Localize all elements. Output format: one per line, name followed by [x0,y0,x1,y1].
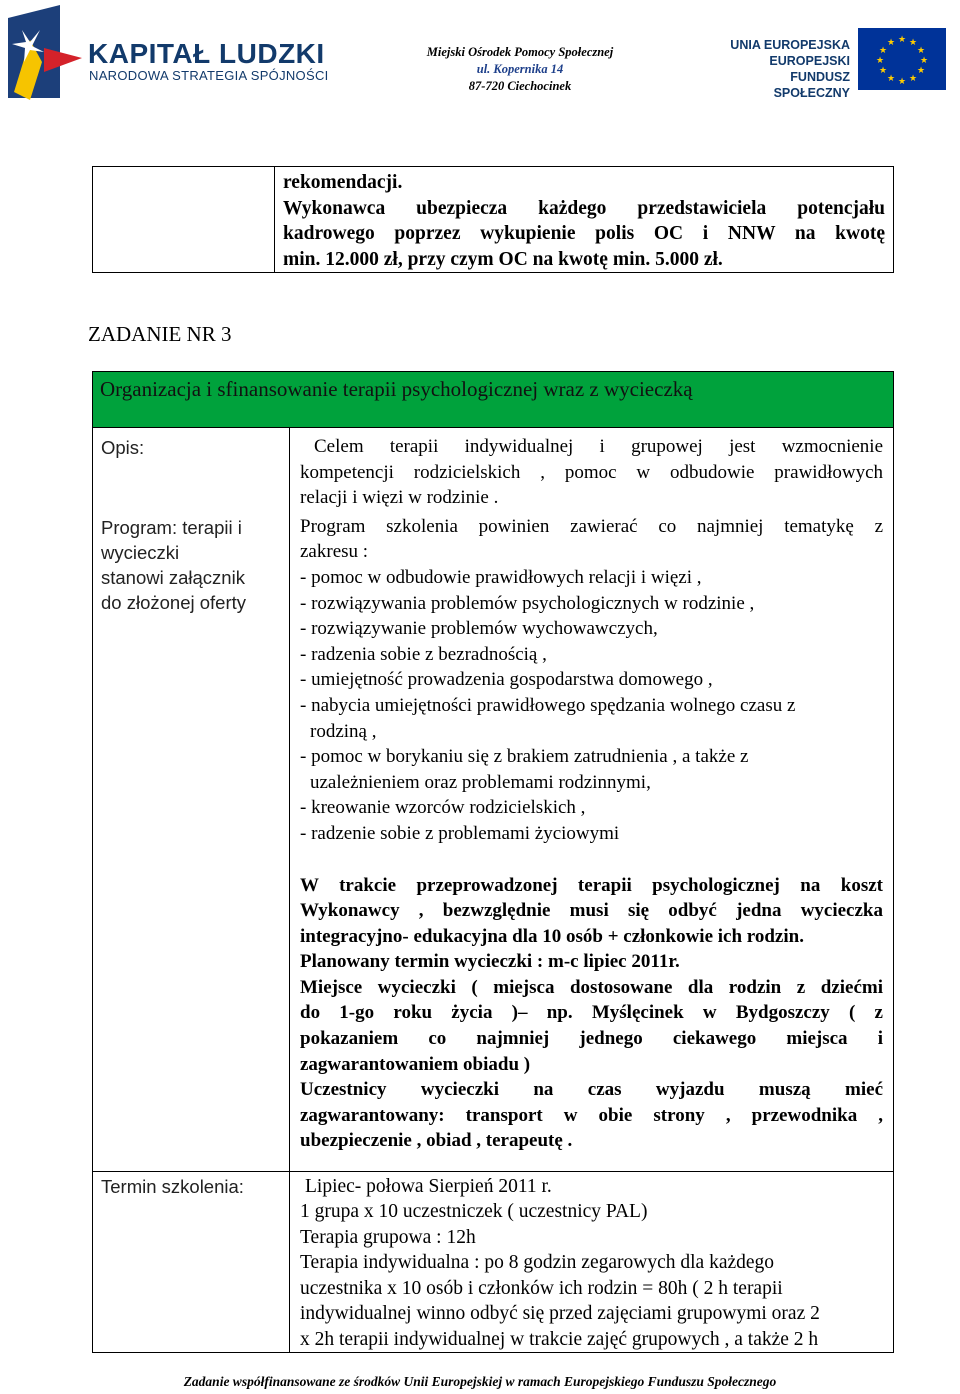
institution-name: Miejski Ośrodek Pomocy Społecznej [426,45,614,59]
text-line: indywidualnej winno odbyć się przed zajęciami grupowymi oraz 2 [300,1303,820,1325]
text-line: kompetencji rodzicielskich , pomoc w odbudowie prawidłowych [300,461,883,483]
text-line: - radzenie sobie z problemami życiowymi [300,822,620,844]
text-line: Uczestnicy wycieczki na czas wyjazdu muszą mieć [300,1079,883,1101]
text-line: - pomoc w borykaniu się z brakiem zatrudnienia , a także z [300,746,749,768]
svg-text:★: ★ [908,74,918,84]
text-line: 1 grupa x 10 uczestniczek ( uczestnicy PAL) [300,1201,648,1223]
logo-subtitle: NARODOWA STRATEGIA SPÓJNOŚCI [89,68,329,83]
institution-address [400,44,640,95]
svg-text:★: ★ [886,74,896,84]
label-line: stanowi załącznik [101,566,245,588]
text-line: zagwarantowaniem obiadu ) [300,1053,531,1075]
text-line: - nabycia umiejętności prawidłowego spędzania wolnego czasu z [300,694,796,716]
text-line: Terapia indywidualna : po 8 godzin zegarowych dla każdego [300,1252,775,1274]
svg-text:★: ★ [916,46,926,56]
text-line: rodziną , [310,720,377,742]
text-line: Lipiec- połowa Sierpień 2011 r. [305,1175,552,1197]
text-line: - radzenia sobie z bezradnością , [300,643,547,665]
section-heading: ZADANIE NR 3 [88,322,232,346]
text-line: rekomendacji. [283,172,403,193]
opis-label: Opis: [93,428,290,511]
text-line: - rozwiązywanie problemów wychowawczych, [300,618,658,640]
footer-note: Zadanie współfinansowane ze środków Unii Europejskiej w ramach Europejskiego Funduszu Społecznego [183,1374,777,1389]
eu-caption [728,37,850,101]
termin-label: Termin szkolenia: [93,1171,290,1353]
svg-text:★: ★ [897,35,907,45]
label-line: do złożonej oferty [101,591,247,613]
institution-street: ul. Kopernika 14 [476,62,564,76]
text-line: pokazaniem co najmniej jednego ciekawego miejsca i [300,1028,883,1050]
task-table [92,371,894,1353]
logo-title: KAPITAŁ LUDZKI [88,38,325,69]
text-line: - kreowanie wzorców rodzicielskich , [300,797,586,819]
svg-text:★: ★ [897,77,907,87]
termin-text [290,1171,894,1353]
svg-text:★: ★ [916,66,926,76]
eu-line-2: EUROPEJSKI [769,54,850,68]
text-line: Planowany termin wycieczki : m-c lipiec 2011r. [300,951,680,973]
text-line: min. 12.000 zł, przy czym OC na kwotę min. 5.000 zł. [283,248,723,270]
text-line: W trakcie przeprowadzonej terapii psychologicznej na koszt [300,874,883,896]
empty-cell [93,167,275,273]
kapital-ludzki-logo-icon [0,0,90,105]
eu-line-1: UNIA EUROPEJSKA [730,38,850,52]
task-title: Organizacja i sfinansowanie terapii psychologicznej wraz z wycieczką [93,372,894,428]
institution-city: 87-720 Ciechocinek [468,79,572,93]
text-line: Program szkolenia powinien zawierać co najmniej tematykę z [300,515,883,537]
svg-text:★: ★ [878,66,888,76]
continuation-text [275,167,894,273]
label-line: Program: terapii i [101,516,242,538]
svg-text:★: ★ [875,56,885,66]
text-line: - umiejętność prowadzenia gospodarstwa domowego , [300,669,713,691]
opis-text [290,428,894,511]
text-line: kadrowego poprzez wykupienie polis OC i NNW na kwotę [283,223,885,244]
text-line: - rozwiązywania problemów psychologicznych w rodzinie , [300,592,755,614]
label-line: wycieczki [101,541,180,563]
text-line: - pomoc w odbudowie prawidłowych relacji i więzi , [300,566,702,588]
text-line: zagwarantowany: transport w obie strony , przewodnika , [300,1104,883,1126]
text-line: Terapia grupowa : 12h [300,1226,476,1248]
text-line: uczestnika x 10 osób i członków ich rodzin = 80h ( 2 h terapii [300,1277,783,1299]
text-line: do 1-go roku życia )– np. Myślęcinek w Bydgoszczy ( z [300,1002,883,1024]
program-label [93,511,290,1172]
text-line: Celem terapii indywidualnej i grupowej jest wzmocnienie [314,436,883,457]
svg-text:★: ★ [908,38,918,48]
text-line: x 2h terapii indywidualnej w trakcie zajęć grupowych , a także 2 h [300,1328,819,1350]
eu-line-3: FUNDUSZ SPOŁECZNY [773,70,850,100]
text-line: Wykonawca ubezpiecza każdego przedstawiciela potencjału [283,197,885,219]
eu-flag-icon [858,28,946,90]
continuation-table [92,166,894,273]
trip-requirements [300,873,883,1155]
text-line: zakresu : [300,541,369,563]
svg-text:★: ★ [919,56,929,66]
svg-text:★: ★ [886,38,896,48]
text-line: integracyjno- edukacyjna dla 10 osób + członkowie ich rodzin. [300,925,804,947]
program-text [290,511,894,1172]
text-line: Wykonawcy , bezwzględnie musi się odbyć jedna wycieczka [300,900,883,922]
text-line: relacji i więzi w rodzinie . [300,487,499,509]
text-line: ubezpieczenie , obiad , terapeutę . [300,1130,573,1152]
text-line: Miejsce wycieczki ( miejsca dostosowane dla rodzin z dziećmi [300,976,883,998]
text-line: uzależnieniem oraz problemami rodzinnymi, [310,771,651,793]
svg-text:★: ★ [878,46,888,56]
